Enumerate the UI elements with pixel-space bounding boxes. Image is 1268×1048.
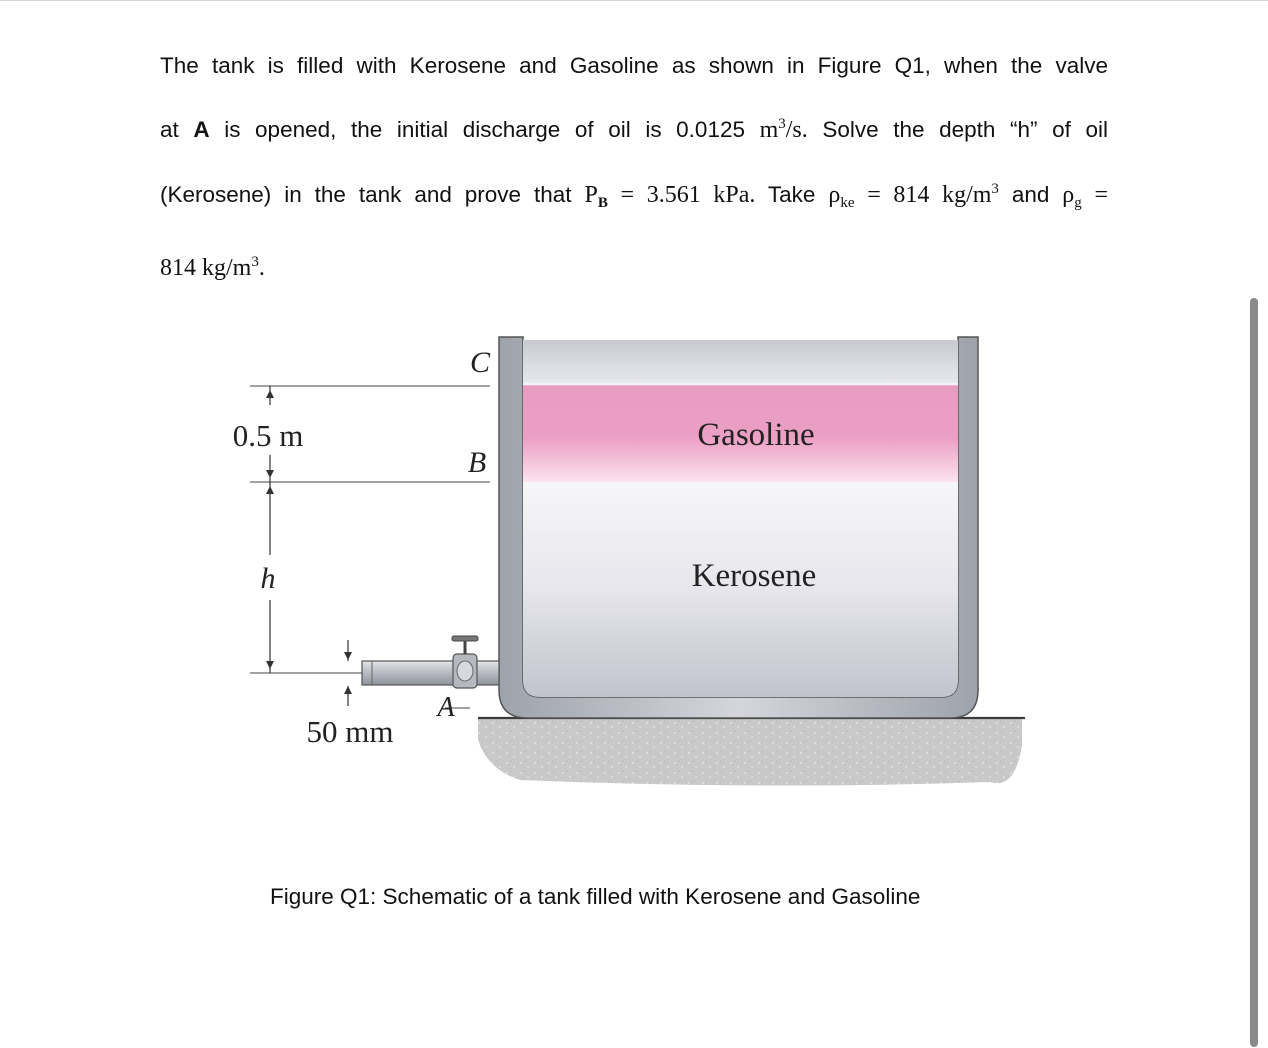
discharge-unit-exp: 3 (778, 116, 786, 132)
rho-ke-symbol: ρ (828, 182, 841, 208)
rho-g-subscript: g (1074, 195, 1082, 211)
pressure-symbol: P (584, 182, 598, 208)
outlet-pipe (362, 661, 499, 685)
valve-bonnet (457, 661, 473, 681)
question-line-2-prefix: at (160, 117, 194, 142)
valve-handle-icon[interactable] (452, 636, 478, 641)
dim-label-0-5m: 0.5 m (232, 418, 304, 453)
valve-label-bold: A (193, 117, 210, 142)
label-a: A (437, 692, 455, 723)
figure-caption: Figure Q1: Schematic of a tank filled with Kerosene and Gasoline (270, 884, 921, 909)
pressure-subscript: B (597, 195, 608, 211)
rho-ke-subscript: ke (840, 195, 855, 211)
vertical-scrollbar[interactable] (1250, 298, 1258, 1047)
rho-g-symbol: ρ (1062, 182, 1075, 208)
discharge-text: is opened, the initial discharge of oil is 0.0125 (209, 117, 760, 142)
dim-h-arrow-up (266, 486, 274, 494)
pressure-value: = 3.561 kPa. (607, 182, 756, 208)
rho-g-equals: = (1081, 182, 1108, 208)
dim-50mm-arrow-up (344, 686, 352, 694)
question-line-1-text: The tank is filled with Kerosene and Gasoline as shown in Figure Q1, when the valve (160, 53, 1108, 78)
dim-h-arrow-down (266, 661, 274, 669)
rho-g-value: 814 kg/m (160, 255, 252, 281)
depth-text: Solve the depth “h” of oil (807, 117, 1108, 142)
label-b: B (467, 446, 487, 479)
fluid-label-kerosene: Kerosene (691, 558, 817, 594)
dim-50mm-arrow-down (344, 652, 352, 660)
fluid-label-gasoline: Gasoline (697, 417, 815, 453)
prove-text: (Kerosene) in the tank and prove that (160, 182, 585, 207)
rho-g-exp: 3 (251, 254, 259, 270)
label-h: h (260, 562, 276, 595)
label-c: C (469, 346, 491, 379)
air-space (523, 340, 958, 384)
discharge-unit-tail: /s. (785, 117, 808, 143)
line-end-period: . (258, 255, 265, 281)
dim-0-5-arrow-down (266, 470, 274, 478)
take-text: Take (755, 182, 829, 207)
and-text: and (998, 182, 1063, 207)
rho-ke-exp: 3 (991, 181, 999, 197)
dim-0-5-arrow-up (266, 390, 274, 398)
dim-label-50mm: 50 mm (306, 714, 394, 749)
ground-soil (478, 718, 1022, 786)
rho-ke-value: = 814 kg/m (854, 182, 992, 208)
discharge-unit-base: m (759, 117, 779, 143)
